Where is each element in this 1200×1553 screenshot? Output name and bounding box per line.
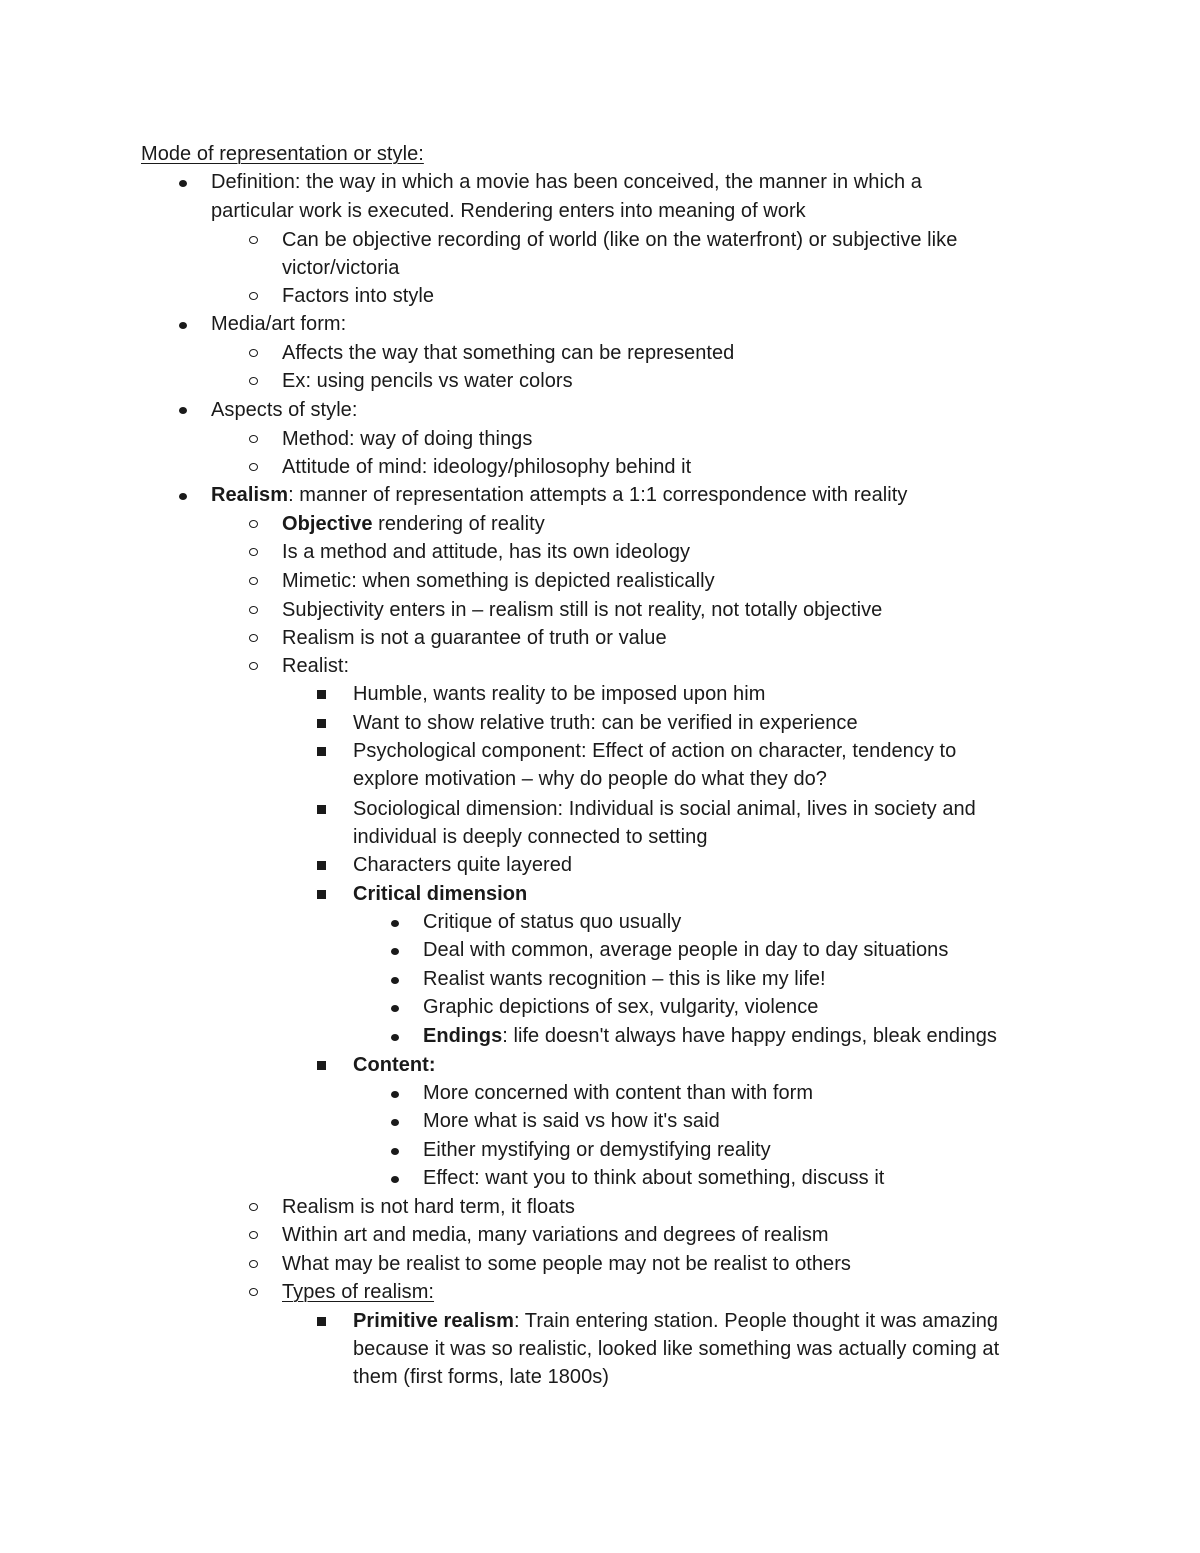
realism-item-2: Is a method and attitude, has its own ideology [282, 541, 691, 563]
aspects-label: Aspects of style: [211, 399, 358, 421]
endings-term: Endings [423, 1025, 503, 1047]
bullet-circle [249, 236, 258, 244]
bullet-disc [391, 977, 399, 984]
definition-sub-2: Factors into style [282, 285, 435, 307]
bullet-disc [391, 1176, 399, 1183]
types-of-realism-label: Types of realism: [282, 1281, 435, 1303]
realist-humble: Humble, wants reality to be imposed upon him [353, 683, 766, 705]
bullet-disc [391, 1005, 399, 1012]
realism-item-4: Subjectivity enters in – realism still is not reality, not totally objective [282, 599, 883, 621]
content-label: Content: [353, 1054, 436, 1076]
primitive-realism-term: Primitive realism [353, 1310, 514, 1332]
bullet-square [317, 890, 326, 899]
bullet-circle [249, 662, 258, 670]
realist-socio-line-2: individual is deeply connected to setting [353, 826, 708, 848]
primitive-realism-line-3: them (first forms, late 1800s) [353, 1366, 610, 1388]
objective-term: Objective [282, 513, 373, 535]
bullet-circle [249, 463, 258, 471]
bullet-square [317, 719, 326, 728]
realist-psych-line-1: Psychological component: Effect of action on character, tendency to [353, 740, 957, 762]
bullet-circle [249, 292, 258, 300]
critical-item-endings [423, 1022, 997, 1050]
bullet-disc [391, 1148, 399, 1155]
bullet-disc [391, 1091, 399, 1098]
aspects-sub-2: Attitude of mind: ideology/philosophy behind it [282, 456, 692, 478]
content-item-3: Either mystifying or demystifying reality [423, 1139, 771, 1161]
realism-item-3: Mimetic: when something is depicted realistically [282, 570, 715, 592]
bullet-circle [249, 1231, 258, 1239]
critical-item-1: Critique of status quo usually [423, 911, 682, 933]
realist-socio-line-1: Sociological dimension: Individual is social animal, lives in society and [353, 798, 976, 820]
bullet-circle [249, 435, 258, 443]
primitive-realism-line-1 [353, 1307, 998, 1335]
bullet-circle [249, 349, 258, 357]
realism-variations: Within art and media, many variations and degrees of realism [282, 1224, 829, 1246]
definition-sub-1-line-2: victor/victoria [282, 257, 400, 279]
definition-line-2: particular work is executed. Rendering enters into meaning of work [211, 200, 806, 222]
content-item-2: More what is said vs how it's said [423, 1110, 720, 1132]
bullet-disc [391, 920, 399, 927]
primitive-realism-line-2: because it was so realistic, looked like something was actually coming at [353, 1338, 1000, 1360]
bullet-disc [179, 407, 187, 414]
bullet-disc [391, 948, 399, 955]
bullet-square [317, 1061, 326, 1070]
realism-definition [211, 481, 907, 509]
bullet-circle [249, 1288, 258, 1296]
realist-characters: Characters quite layered [353, 854, 573, 876]
critical-item-2: Deal with common, average people in day to day situations [423, 939, 949, 961]
media-sub-2: Ex: using pencils vs water colors [282, 370, 573, 392]
realism-item-5: Realism is not a guarantee of truth or value [282, 627, 667, 649]
realism-rest: : manner of representation attempts a 1:1 correspondence with reality [288, 484, 908, 506]
realism-term: Realism [211, 484, 289, 506]
bullet-circle [249, 377, 258, 385]
primitive-realism-rest: : Train entering station. People thought it was amazing [513, 1310, 999, 1332]
realism-relative: What may be realist to some people may not be realist to others [282, 1253, 851, 1275]
endings-rest: : life doesn't always have happy endings, bleak endings [502, 1025, 997, 1047]
bullet-circle [249, 606, 258, 614]
bullet-circle [249, 548, 258, 556]
bullet-circle [249, 520, 258, 528]
realist-label: Realist: [282, 655, 350, 677]
bullet-square [317, 747, 326, 756]
realism-objective [282, 510, 545, 538]
bullet-disc [391, 1034, 399, 1041]
realist-psych-line-2: explore motivation – why do people do what they do? [353, 768, 827, 790]
bullet-circle [249, 1203, 258, 1211]
objective-rest: rendering of reality [372, 513, 545, 535]
critical-item-3: Realist wants recognition – this is like my life! [423, 968, 826, 990]
content-item-1: More concerned with content than with form [423, 1082, 814, 1104]
realism-floats: Realism is not hard term, it floats [282, 1196, 575, 1218]
section-heading: Mode of representation or style: [141, 143, 424, 165]
critical-item-4: Graphic depictions of sex, vulgarity, violence [423, 996, 819, 1018]
bullet-disc [391, 1119, 399, 1126]
bullet-circle [249, 1260, 258, 1268]
bullet-square [317, 861, 326, 870]
content-item-4: Effect: want you to think about something, discuss it [423, 1167, 885, 1189]
media-label: Media/art form: [211, 313, 347, 335]
bullet-square [317, 1317, 326, 1326]
bullet-disc [179, 180, 187, 187]
bullet-circle [249, 577, 258, 585]
bullet-disc [179, 493, 187, 500]
aspects-sub-1: Method: way of doing things [282, 428, 533, 450]
bullet-square [317, 690, 326, 699]
definition-sub-1-line-1: Can be objective recording of world (like on the waterfront) or subjective like [282, 229, 958, 251]
critical-dimension-label: Critical dimension [353, 883, 528, 905]
bullet-square [317, 805, 326, 814]
media-sub-1: Affects the way that something can be represented [282, 342, 735, 364]
bullet-disc [179, 322, 187, 329]
bullet-circle [249, 634, 258, 642]
definition-line-1: Definition: the way in which a movie has been conceived, the manner in which a [211, 171, 922, 193]
realist-relative-truth: Want to show relative truth: can be verified in experience [353, 712, 858, 734]
